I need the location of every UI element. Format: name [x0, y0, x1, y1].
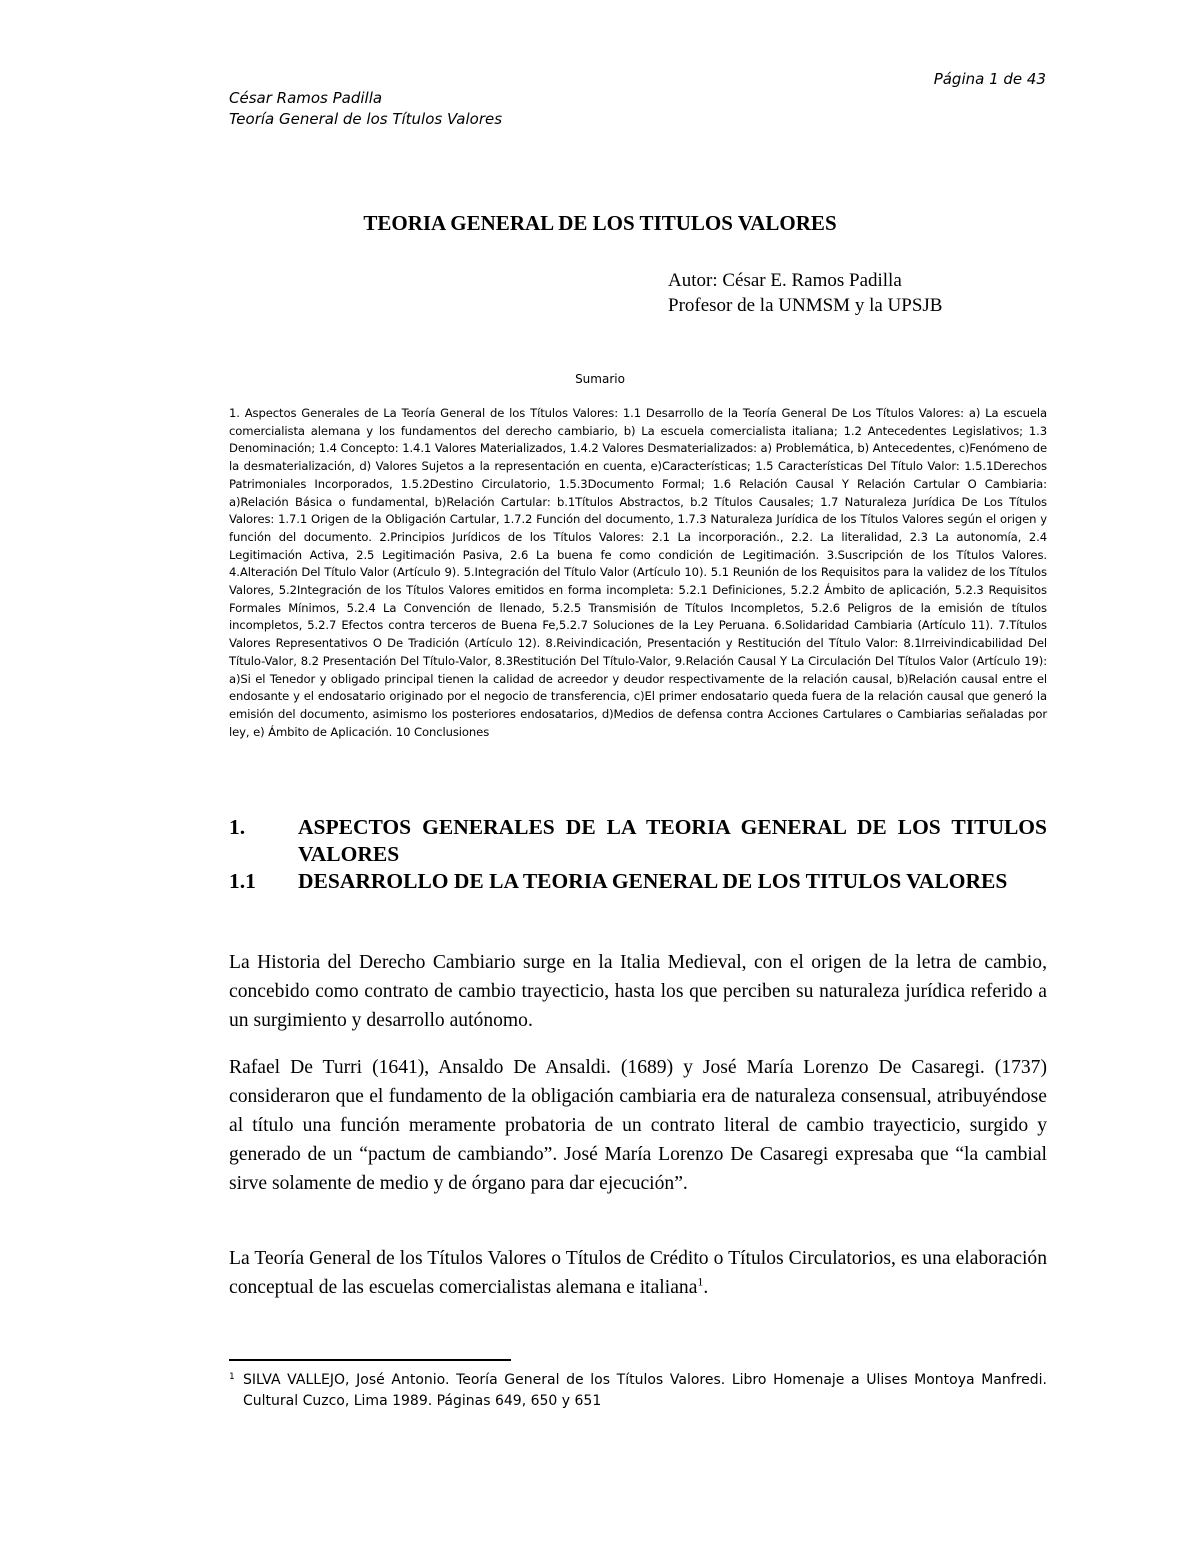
- page-number: Página 1 de 43: [933, 70, 1046, 88]
- running-header: [229, 88, 502, 130]
- footnote: [229, 1370, 1047, 1412]
- paragraph-text: La Teoría General de los Títulos Valores o Títulos de Crédito o Títulos Circulatorios, es una elaboración conceptual de las escuelas comercialistas alemana e italiana: [229, 1248, 1047, 1298]
- section-heading-1-1: [229, 868, 1047, 895]
- footnote-reference[interactable]: 1: [697, 1274, 704, 1289]
- footnote-divider: [229, 1359, 511, 1361]
- body-paragraph-2: Rafael De Turri (1641), Ansaldo De Ansaldi. (1689) y José María Lorenzo De Casaregi. (1737) consideraron que el fundamento de la obligación cambiaria era de naturaleza consensual, atribuyéndose al título una función meramente probatoria de un contrato literal de cambio trayecticio, surgido y generado de un “pactum de cambiando”. José María Lorenzo De Casaregi expresaba que “la cambial sirve solamente de medio y de órgano para dar ejecución”.: [229, 1057, 1047, 1194]
- sumario-text: 1. Aspectos Generales de La Teoría General de los Títulos Valores: 1.1 Desarrollo de la Teoría General De Los Títulos Valores: a) La escuela comercialista alemana y los fundamentos del derecho cambiario, b) La escuela comercialista italiana; 1.2 Antecedentes Legislativos; 1.3 Denominación; 1.4 Concepto: 1.4.1 Valores Materializados, 1.4.2 Valores Desmaterializados: a) Problemática, b) Antecedentes, c)Fenómeno de la desmaterialización, d) Valores Sujetos a la representación en cuenta, e)Características; 1.5 Características Del Título Valor: 1.5.1Derechos Patrimoniales Incorporados, 1.5.2Destino Circulatorio, 1.5.3Documento Formal; 1.6 Relación Causal Y Relación Cartular O Cambiaria: a)Relación Básica o fundamental, b)Relación Cartular: b.1Títulos Abstractos, b.2 Títulos Causales; 1.7 Naturaleza Jurídica De Los Títulos Valores: 1.7.1 Origen de la Obligación Cartular, 1.7.2 Función del documento, 1.7.3 Naturaleza Jurídica de los Títulos Valores según el origen y función del documento. 2.Principios Jurídicos de los Títulos Valores: 2.1 La incorporación., 2.2. La literalidad, 2.3 La autonomía, 2.4 Legitimación Activa, 2.5 Legitimación Pasiva, 2.6 La buena fe como condición de Legitimación. 3.Suscripción de los Títulos Valores. 4.Alteración Del Título Valor (Artículo 9). 5.Integración del Título Valor (Artículo 10). 5.1 Reunión de los Requisitos para la validez de los Títulos Valores, 5.2Integración de los Títulos Valores emitidos en forma incompleta: 5.2.1 Definiciones, 5.2.2 Ámbito de aplicación, 5.2.3 Requisitos Formales Mínimos, 5.2.4 La Convención de llenado, 5.2.5 Transmisión de Títulos Incompletos, 5.2.6 Peligros de la emisión de títulos incompletos, 5.2.7 Efectos contra terceros de Buena Fe,5.2.7 Soluciones de la Ley Peruana. 6.Solidaridad Cambiaria (Artículo 11). 7.Títulos Valores Representativos O De Tradición (Artículo 12). 8.Reivindicación, Presentación y Restitución del Título Valor: 8.1Irreivindicabilidad Del Título-Valor, 8.2 Presentación Del Título-Valor, 8.3Restitución Del Título-Valor, 9.Relación Causal Y La Circulación Del Títulos Valor (Artículo 19): a)Si el Tenedor y obligado principal tienen la calidad de acreedor y deudor respectivamente de la relación causal, b)Relación causal entre el endosante y el endosatario originado por el negocio de transferencia, c)El primer endosatario queda fuera de la relación causal que generó la emisión del documento, asimismo los posteriores endosatarios, d)Medios de defensa contra Acciones Cartulares o Cambiarias señaladas por ley, e) Ámbito de Aplicación. 10 Conclusiones: [229, 406, 1047, 739]
- body-paragraph-1: La Historia del Derecho Cambiario surge en la Italia Medieval, con el origen de la letra de cambio, concebido como contrato de cambio trayecticio, hasta los que perciben su naturaleza jurídica referido a un surgimiento y desarrollo autónomo.: [229, 952, 1047, 1031]
- section-heading-1: [229, 814, 1047, 868]
- document-title: TEORIA GENERAL DE LOS TITULOS VALORES: [363, 211, 837, 235]
- author-name: Autor: César E. Ramos Padilla: [668, 270, 902, 291]
- body-paragraph-3: La Teoría General de los Títulos Valores o Títulos de Crédito o Títulos Circulatorios, es una elaboración conceptual de las escuelas comercialistas alemana e italiana$^1$.: [229, 1248, 1047, 1298]
- section-title: DESARROLLO DE LA TEORIA GENERAL DE LOS TITULOS VALORES: [298, 869, 1008, 893]
- header-author: César Ramos Padilla: [229, 89, 383, 107]
- footnote-marker: 1: [229, 1372, 235, 1382]
- author-block: [668, 268, 942, 318]
- section-title: ASPECTOS GENERALES DE LA TEORIA GENERAL DE LOS TITULOS VALORES: [298, 815, 1047, 866]
- section-number: 1.1: [229, 869, 256, 893]
- section-number: 1.: [229, 815, 246, 839]
- footnote-text: SILVA VALLEJO, José Antonio. Teoría General de los Títulos Valores. Libro Homenaje a Ulises Montoya Manfredi. Cultural Cuzco, Lima 1989. Páginas 649, 650 y 651: [243, 1372, 1047, 1409]
- sumario-heading: Sumario: [575, 372, 625, 386]
- author-position: Profesor de la UNMSM y la UPSJB: [668, 295, 943, 316]
- header-subtitle: Teoría General de los Títulos Valores: [229, 110, 503, 128]
